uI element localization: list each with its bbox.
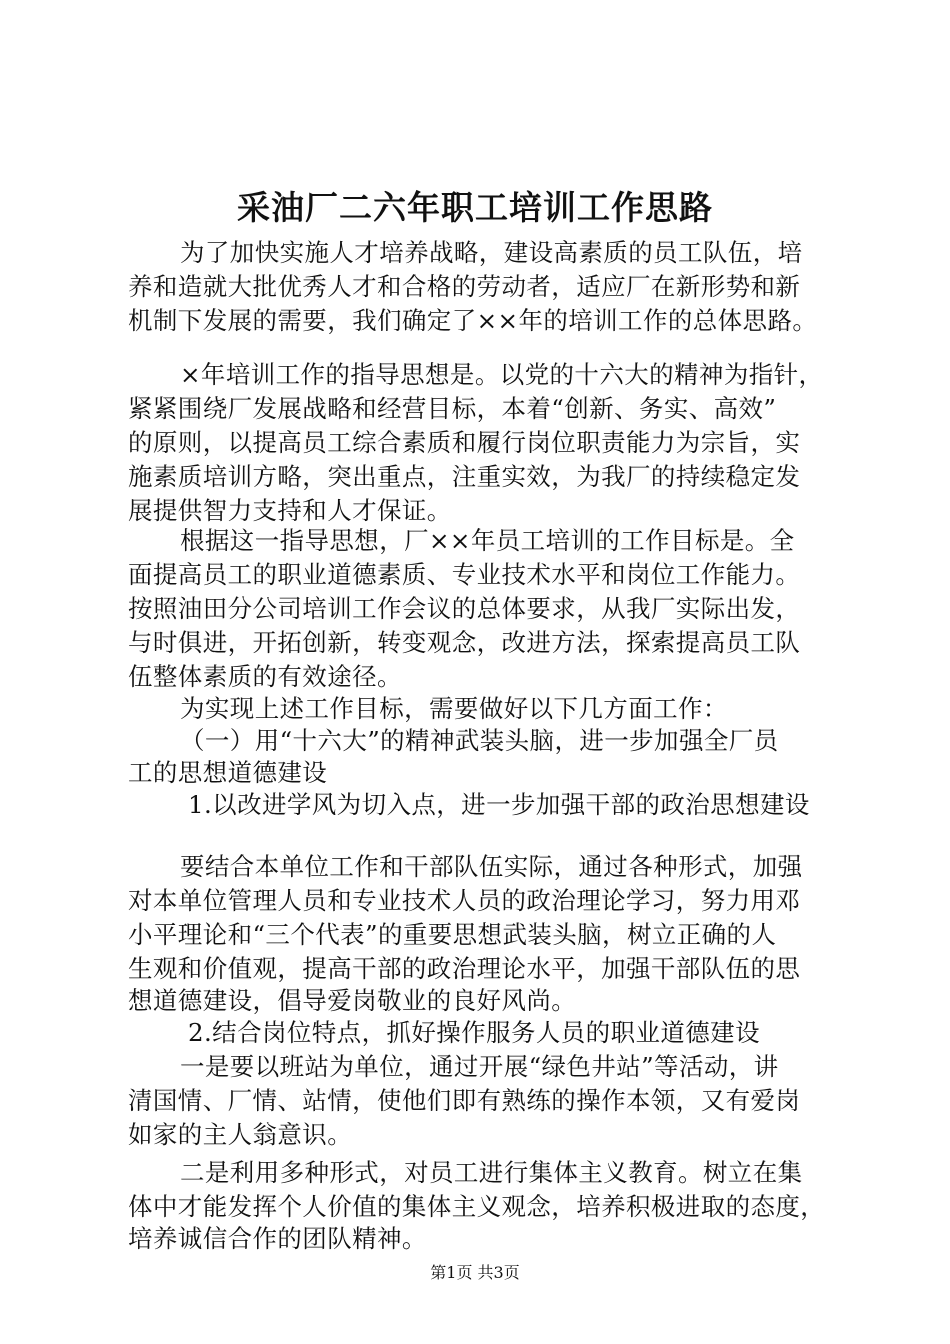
subsection-heading: 2.结合岗位特点，抓好操作服务人员的职业道德建设	[188, 1018, 760, 1047]
paragraph-line: 按照油田分公司培训工作会议的总体要求，从我厂实际出发，	[128, 594, 801, 623]
page-footer: 第1页 共3页	[430, 1263, 520, 1282]
paragraph-line: 为了加快实施人才培养战略，建设高素质的员工队伍，培	[180, 238, 803, 267]
section-heading: 工的思想道德建设	[128, 758, 328, 787]
paragraph-line: 想道德建设，倡导爱岗敬业的良好风尚。	[128, 986, 577, 1015]
paragraph-line: 为实现上述工作目标，需要做好以下几方面工作：	[180, 694, 728, 723]
paragraph-line: 根据这一指导思想，厂××年员工培训的工作目标是。全	[180, 526, 795, 555]
paragraph-line: 对本单位管理人员和专业技术人员的政治理论学习，努力用邓	[128, 886, 801, 915]
paragraph-line: 一是要以班站为单位，通过开展“绿色井站”等活动，讲	[180, 1052, 779, 1081]
paragraph-line: 如家的主人翁意识。	[128, 1120, 353, 1149]
paragraph-line: 养和造就大批优秀人才和合格的劳动者，适应厂在新形势和新	[128, 272, 801, 301]
paragraph-line: 小平理论和“三个代表”的重要思想武装头脑，树立正确的人	[128, 920, 777, 949]
subsection-heading: 1.以改进学风为切入点，进一步加强干部的政治思想建设	[188, 790, 810, 819]
paragraph-line: 面提高员工的职业道德素质、专业技术水平和岗位工作能力。	[128, 560, 801, 589]
paragraph-line: 紧紧围绕厂发展战略和经营目标，本着“创新、务实、高效”	[128, 394, 777, 423]
paragraph-line: 的原则，以提高员工综合素质和履行岗位职责能力为宗旨，实	[128, 428, 801, 457]
paragraph-line: 伍整体素质的有效途径。	[128, 662, 402, 691]
section-heading: （一）用“十六大”的精神武装头脑，进一步加强全厂员	[180, 726, 779, 755]
paragraph-line: ×年培训工作的指导思想是。以党的十六大的精神为指针，	[180, 360, 824, 389]
paragraph-line: 机制下发展的需要，我们确定了××年的培训工作的总体思路。	[128, 306, 818, 335]
paragraph-line: 与时俱进，开拓创新，转变观念，改进方法，探索提高员工队	[128, 628, 801, 657]
paragraph-line: 清国情、厂情、站情，使他们即有熟练的操作本领，又有爱岗	[128, 1086, 801, 1115]
paragraph-line: 培养诚信合作的团队精神。	[128, 1224, 427, 1253]
paragraph-line: 施素质培训方略，突出重点，注重实效，为我厂的持续稳定发	[128, 462, 801, 491]
page-title: 采油厂二六年职工培训工作思路	[237, 188, 713, 227]
paragraph-line: 二是利用多种形式，对员工进行集体主义教育。树立在集	[180, 1158, 803, 1187]
paragraph-line: 展提供智力支持和人才保证。	[128, 496, 452, 525]
paragraph-line: 体中才能发挥个人价值的集体主义观念，培养积极进取的态度，	[128, 1192, 826, 1221]
paragraph-line: 要结合本单位工作和干部队伍实际，通过各种形式，加强	[180, 852, 803, 881]
paragraph-line: 生观和价值观，提高干部的政治理论水平，加强干部队伍的思	[128, 954, 801, 983]
